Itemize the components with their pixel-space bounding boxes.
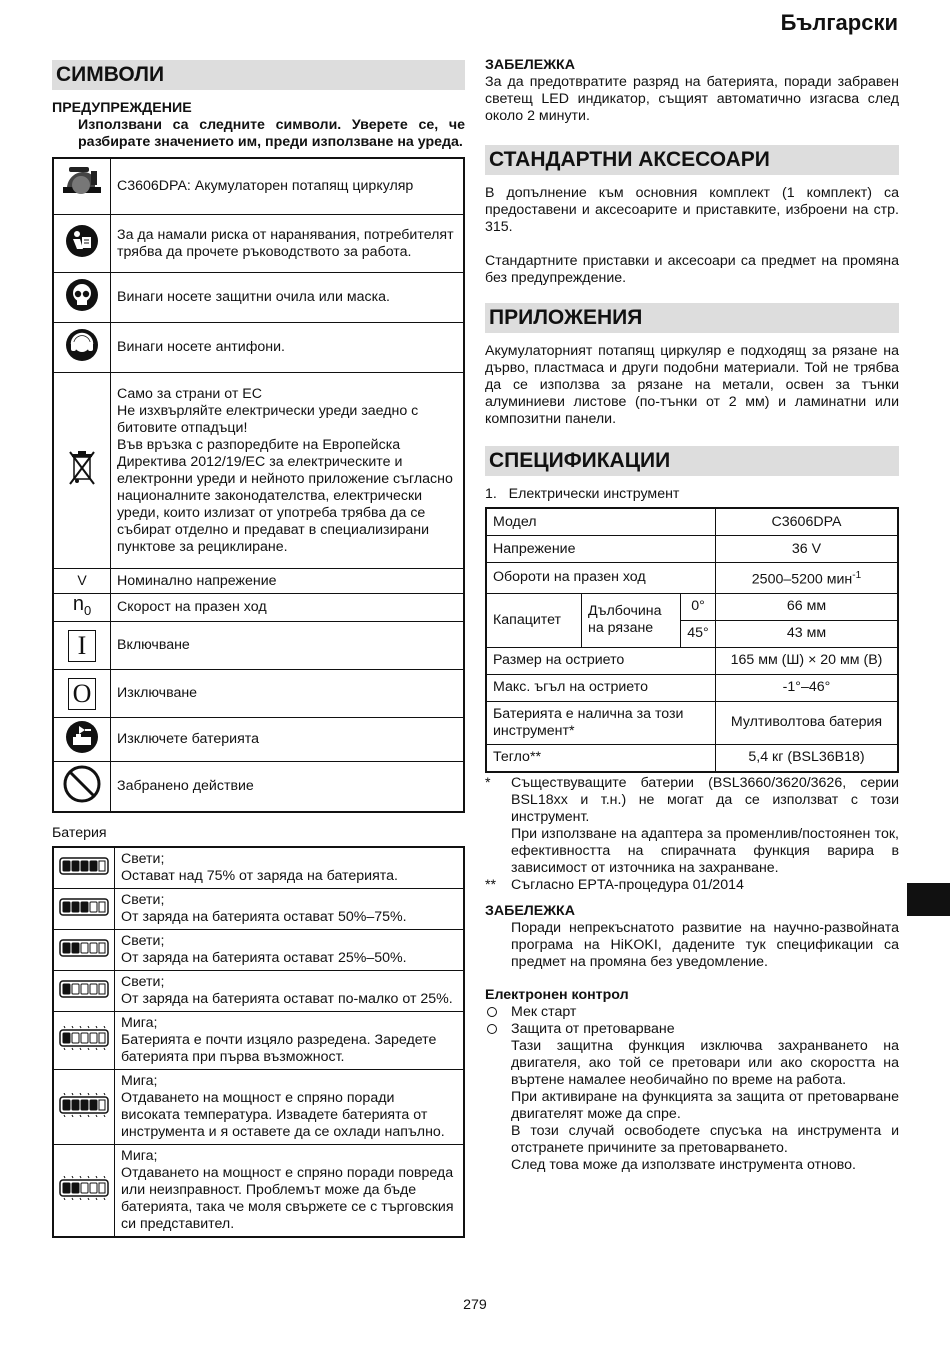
spec-row-model: [486, 508, 898, 536]
footnote-1a: Съществуващите батерии (BSL3660/3620/3626, серии BSL18xx и т.н.) не могат да се използват с този инструмент.: [511, 774, 899, 825]
symbol-row: [53, 622, 464, 670]
spec-label: Макс. ъгъл на острието: [486, 674, 716, 701]
footnote-2-text: Съгласно EPTA-процедура 01/2014: [511, 876, 744, 893]
accessories-p1: В допълнение към основния комплект (1 комплект) са предоставени и аксесоарите и приставките, изброени на стр. 315.: [485, 185, 899, 235]
list-item: Защита от претоварване: [485, 1021, 899, 1038]
read-manual-icon: [53, 215, 111, 273]
battery-label: Батерия: [52, 825, 107, 841]
footnote-mark: *: [485, 774, 491, 791]
circular-saw-icon: [53, 158, 111, 215]
symbol-row: [53, 569, 464, 594]
symbol-row: [53, 594, 464, 622]
symbol-row: [53, 158, 464, 215]
battery-row: [53, 1070, 464, 1145]
spec-row-weight: [486, 744, 898, 772]
symbol-description: Винаги носете антифони.: [111, 323, 465, 373]
spec-label: Тегло**: [486, 744, 716, 772]
warning-text: Използвани са следните символи. Уверете се, че разбирате значението им, преди използване на уреда.: [78, 117, 465, 150]
battery-description: Мига; Отдаването на мощност е спряно поради високата температура. Извадете батерията от инструмента и я оставете да се охлади напълно.: [115, 1070, 465, 1145]
symbol-description: Само за страни от ЕС Не изхвърляйте електрически уреди заедно с битовите отпадъци! Във връзка с разпоредбите на Европейска Директива 2012/19/ЕС за електрическите и електронни уреди и нейното приложение съгласно националните законодателства, електрически уреди, които излизат от употреба трябва да се събират отделно и предават в специализирани пунктове за рециклиране.: [111, 373, 465, 569]
spec-row-battery: [486, 701, 898, 744]
symbol-v-icon: V: [53, 569, 111, 594]
spec-value: [716, 563, 899, 594]
symbol-row: [53, 273, 464, 323]
spec-row-capacity-0: [486, 593, 898, 620]
note1-text: За да предотвратите разряд на батерията, поради забравен светещ LED индикатор, същият автоматично изгасва след около 2 минути.: [485, 74, 899, 124]
battery-description: Свети; Остават над 75% от заряда на батерията.: [115, 847, 465, 889]
spec-value: 36 V: [716, 536, 899, 563]
rpm-sup: -1: [852, 570, 862, 581]
specs-table: [485, 507, 899, 773]
symbol-description: Включване: [111, 622, 465, 670]
battery-row: [53, 847, 464, 889]
footnote-2: [485, 877, 899, 894]
rpm-value: 2500–5200 мин: [751, 571, 853, 588]
spec-label: Капацитет: [486, 593, 582, 647]
battery-row: [53, 1145, 464, 1238]
battery-row: [53, 1012, 464, 1070]
spec-row-blade: [486, 647, 898, 674]
remove-battery-icon: [53, 718, 111, 762]
battery-row: [53, 971, 464, 1012]
note1-label: ЗАБЕЛЕЖКА: [485, 57, 575, 73]
battery-description: Свети; От заряда на батерията остават 50%–75%.: [115, 889, 465, 930]
symbol-row: [53, 215, 464, 273]
symbol-i-icon: I: [53, 622, 111, 670]
spec-label: Напрежение: [486, 536, 716, 563]
spec-label: Обороти на празен ход: [486, 563, 716, 594]
electronic-control-label: Електронен контрол: [485, 986, 629, 1003]
spec-angle: 0°: [681, 593, 716, 620]
spec-label: Размер на острието: [486, 647, 716, 674]
battery-description: Мига; Батерията е почти изцяло разредена. Заредете батерията при първа възможност.: [115, 1012, 465, 1070]
footnotes: [485, 775, 899, 894]
symbols-heading: СИМВОЛИ: [52, 60, 465, 90]
accessories-p2: Стандартните приставки и аксесоари са предмет на промяна без предупреждение.: [485, 253, 899, 286]
symbol-description: За да намали риска от наранявания, потребителят трябва да прочете ръководството за работа.: [111, 215, 465, 273]
symbol-row: [53, 718, 464, 762]
battery-blink-all-icon: [53, 1070, 115, 1145]
spec-value: -1°–46°: [716, 674, 899, 701]
spec-value: C3606DPA: [716, 508, 899, 536]
weee-bin-icon: [53, 373, 111, 569]
symbol-n0-icon: $n_0$: [53, 594, 111, 622]
battery-blink-alt-icon: [53, 1145, 115, 1238]
battery-row: [53, 930, 464, 971]
battery-3-icon: [53, 889, 115, 930]
symbol-description: Забранено действие: [111, 762, 465, 813]
spec-row-voltage: [486, 536, 898, 563]
page-language: Български: [780, 10, 898, 35]
applications-text: Акумулаторният потапящ циркуляр е подходящ за рязане на дърво, пластмаса и други подобни материали. Той не трябва да се използва за рязане на метали, освен за тънки алуминиеви листове (по-тънки от 2 мм) и ламинатни или композитни панели.: [485, 343, 899, 427]
symbol-description: C3606DPA: Акумулаторен потапящ циркуляр: [111, 158, 465, 215]
accessories-heading: СТАНДАРТНИ АКСЕСОАРИ: [485, 145, 899, 175]
battery-4-icon: [53, 847, 115, 889]
symbol-row: [53, 323, 464, 373]
spec-row-rpm: [486, 563, 898, 594]
page-number: 279: [463, 1297, 487, 1313]
safety-glasses-icon: [53, 273, 111, 323]
spec-value: Мултиволтова батерия: [716, 701, 899, 744]
symbol-row: [53, 373, 464, 569]
symbol-description: Винаги носете защитни очила или маска.: [111, 273, 465, 323]
applications-heading: ПРИЛОЖЕНИЯ: [485, 303, 899, 333]
electronic-control-list: [485, 1004, 899, 1038]
symbols-table: [52, 157, 465, 813]
warning-label: ПРЕДУПРЕЖДЕНИЕ: [52, 100, 192, 116]
note2-label: ЗАБЕЛЕЖКА: [485, 902, 575, 919]
language-tab-marker: [907, 883, 950, 916]
spec-row-maxangle: [486, 674, 898, 701]
spec-angle: 45°: [681, 620, 716, 647]
spec-value: 5,4 кг (BSL36B18): [716, 744, 899, 772]
specs-subheading: 1. Електрически инструмент: [485, 486, 680, 502]
battery-blink-1-icon: [53, 1012, 115, 1070]
battery-description: Свети; От заряда на батерията остават по-малко от 25%.: [115, 971, 465, 1012]
battery-2-icon: [53, 930, 115, 971]
right-column: [485, 57, 899, 1174]
symbol-row: [53, 762, 464, 813]
battery-description: Мига; Отдаването на мощност е спряно поради повреда или неизправност. Проблемът може да бъде батерията, така че моля свържете се с търговския си представител.: [115, 1145, 465, 1238]
left-column: [52, 60, 465, 1238]
ear-protection-icon: [53, 323, 111, 373]
overload-text: Тази защитна функция изключва захранването на двигателя, ако той се претовари или ако скоростта на въртене намалее необичайно по време на работа. При активиране на функцията за защита от претоварване двигателят може да спре. В този случай освободете спусъка на инструмента и отстранете причините за претоварването. След това може да използвате инструмента отново.: [511, 1037, 899, 1173]
list-item: Мек старт: [485, 1004, 899, 1021]
battery-description: Свети; От заряда на батерията остават 25%–50%.: [115, 930, 465, 971]
spec-value: 165 мм (Ш) × 20 мм (В): [716, 647, 899, 674]
battery-table: [52, 846, 465, 1238]
footnote-1: [485, 775, 899, 877]
spec-value: 66 мм: [716, 593, 899, 620]
spec-label: Модел: [486, 508, 716, 536]
symbol-row: [53, 670, 464, 718]
symbol-description: Изключване: [111, 670, 465, 718]
symbol-description: Номинално напрежение: [111, 569, 465, 594]
note2-text: Поради непрекъснатото развитие на научно-развойната програма на HiKOKI, дадените тук спецификации са предмет на промяна без уведомление.: [511, 919, 899, 970]
footnote-mark: **: [485, 876, 497, 893]
symbol-o-icon: O: [53, 670, 111, 718]
spec-value: 43 мм: [716, 620, 899, 647]
spec-sublabel: Дълбочина на рязане: [582, 593, 681, 647]
symbol-description: Скорост на празен ход: [111, 594, 465, 622]
spec-label: Батерията е налична за този инструмент*: [486, 701, 716, 744]
battery-row: [53, 889, 464, 930]
specs-heading: СПЕЦИФИКАЦИИ: [485, 446, 899, 476]
battery-1-icon: [53, 971, 115, 1012]
prohibited-icon: [53, 762, 111, 813]
footnote-1b: При използване на адаптера за променлив/постоянен ток, ефективността на спирачната функция варира в зависимост от източника на захранване.: [511, 825, 899, 876]
symbol-description: Изключете батерията: [111, 718, 465, 762]
